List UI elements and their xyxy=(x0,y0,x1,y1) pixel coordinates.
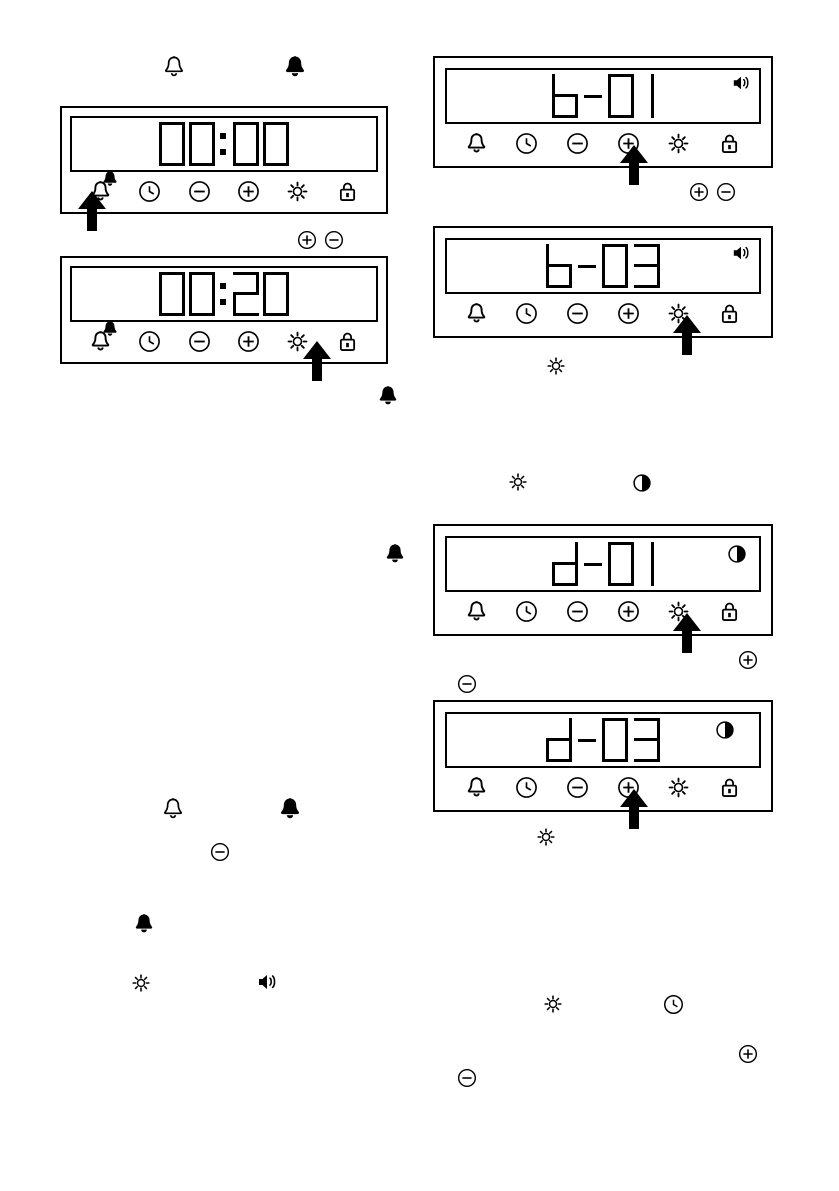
bell-icon xyxy=(134,913,154,935)
pointer-arrow xyxy=(670,612,704,654)
display-screen xyxy=(70,116,378,172)
plus-icon[interactable] xyxy=(615,598,641,624)
minus-icon xyxy=(457,674,477,694)
minus-icon xyxy=(324,230,344,250)
bell-icon xyxy=(279,797,301,821)
speaker-icon xyxy=(256,972,278,992)
gear-icon[interactable] xyxy=(285,178,311,204)
pointer-arrow xyxy=(670,314,704,356)
clock-icon xyxy=(663,994,684,1015)
plus-icon xyxy=(738,1044,758,1064)
display-value xyxy=(159,272,289,316)
clock-icon[interactable] xyxy=(137,328,163,354)
plus-icon[interactable] xyxy=(615,300,641,326)
clock-icon[interactable] xyxy=(514,774,540,800)
bell-icon xyxy=(162,797,184,821)
plus-icon[interactable] xyxy=(236,328,262,354)
clock-icon[interactable] xyxy=(514,130,540,156)
contrast-icon xyxy=(727,544,747,564)
control-panel xyxy=(433,226,773,338)
display-screen xyxy=(445,536,761,592)
minus-icon[interactable] xyxy=(186,178,212,204)
control-panel xyxy=(60,256,388,364)
bell-icon[interactable] xyxy=(463,598,489,624)
lock-icon[interactable] xyxy=(717,774,743,800)
lock-icon[interactable] xyxy=(717,300,743,326)
pointer-arrow xyxy=(617,788,651,830)
bell-icon xyxy=(281,53,309,81)
gear-icon xyxy=(546,356,566,376)
display-screen xyxy=(445,68,761,124)
pointer-arrow xyxy=(75,190,109,232)
gear-icon xyxy=(508,472,528,492)
display-value xyxy=(552,542,654,586)
display-screen xyxy=(445,238,761,294)
lock-icon[interactable] xyxy=(334,178,360,204)
minus-icon[interactable] xyxy=(565,300,591,326)
gear-icon[interactable] xyxy=(666,130,692,156)
pointer-arrow xyxy=(300,340,334,382)
minus-icon[interactable] xyxy=(565,598,591,624)
speaker-icon xyxy=(731,244,751,262)
control-panel xyxy=(433,524,773,636)
bell-icon[interactable] xyxy=(88,328,114,354)
minus-icon xyxy=(210,842,230,862)
plus-icon xyxy=(297,230,317,250)
display-value xyxy=(546,244,660,288)
plus-icon xyxy=(689,182,709,202)
bell-icon[interactable] xyxy=(463,300,489,326)
gear-icon xyxy=(131,973,151,993)
contrast-icon xyxy=(715,720,735,740)
minus-icon xyxy=(716,182,736,202)
lock-icon[interactable] xyxy=(717,598,743,624)
gear-icon[interactable] xyxy=(666,774,692,800)
plus-icon xyxy=(738,650,758,670)
minus-icon[interactable] xyxy=(186,328,212,354)
display-value xyxy=(159,122,289,166)
bell-icon xyxy=(378,385,398,407)
display-value xyxy=(552,74,654,118)
speaker-icon xyxy=(731,74,751,92)
display-screen xyxy=(445,712,761,768)
contrast-icon xyxy=(632,473,652,493)
lock-icon[interactable] xyxy=(717,130,743,156)
bell-icon[interactable] xyxy=(463,774,489,800)
clock-icon[interactable] xyxy=(514,300,540,326)
gear-icon xyxy=(536,827,556,847)
minus-icon[interactable] xyxy=(565,130,591,156)
bell-icon xyxy=(385,543,405,565)
bell-icon xyxy=(160,53,188,81)
control-panel xyxy=(433,56,773,168)
control-panel xyxy=(433,700,773,812)
display-value xyxy=(546,718,660,762)
pointer-arrow xyxy=(617,144,651,186)
control-panel xyxy=(60,106,388,214)
bell-icon[interactable] xyxy=(463,130,489,156)
plus-icon[interactable] xyxy=(236,178,262,204)
minus-icon xyxy=(457,1068,477,1088)
clock-icon[interactable] xyxy=(514,598,540,624)
display-screen xyxy=(70,266,378,322)
clock-icon[interactable] xyxy=(137,178,163,204)
minus-icon[interactable] xyxy=(565,774,591,800)
gear-icon xyxy=(543,994,563,1014)
lock-icon[interactable] xyxy=(334,328,360,354)
